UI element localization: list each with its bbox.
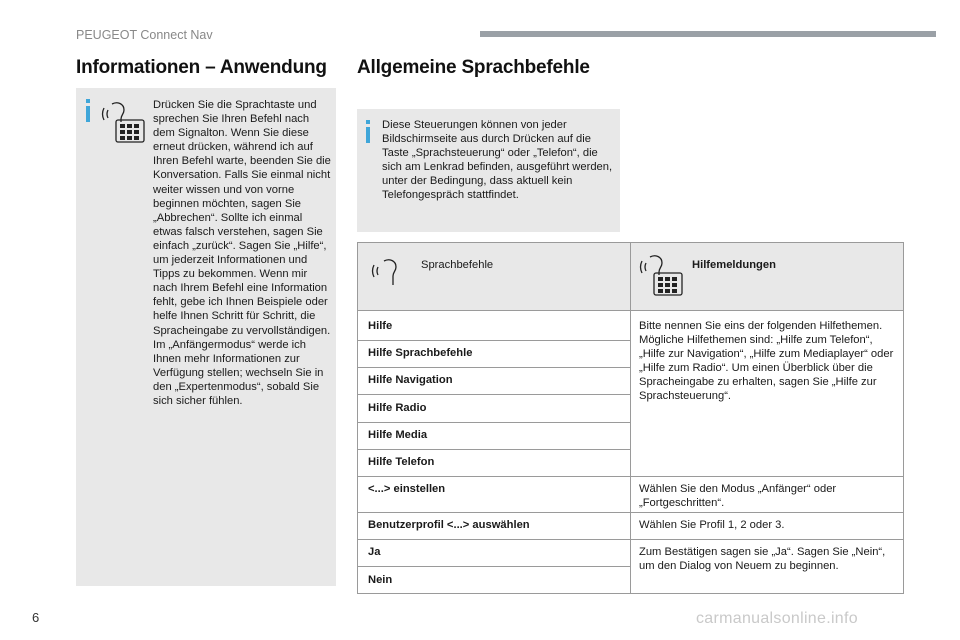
section-header: PEUGEOT Connect Nav [76,28,213,42]
general-commands-info-text: Diese Steuerungen können von jeder Bildschirmseite aus durch Drücken auf die Taste „Sprachsteuerung“ oder „Telefon“, die sich am Lenkrad befinden, ausgeführt werden, unter der Bedingung, dass aktuell kein Telefongespräch stattfindet. [382,119,613,202]
row-divider [358,394,630,395]
row-divider [358,476,903,477]
page-number: 6 [32,610,40,625]
command-cell: Hilfe Sprachbefehle [368,347,473,359]
response-cell: Bitte nennen Sie eins der folgenden Hilfethemen. Mögliche Hilfethemen sind: „Hilfe zum Telefon“, „Hilfe zur Navigation“, „Hilfe zum Mediaplayer“ oder „Hilfe zum Radio“. Um einen Überblick über die Spracheingabe zu erhalten, sagen Sie „Hilfe zur Sprachsteuerung“. [639,320,894,403]
row-divider [358,367,630,368]
row-divider [358,539,903,540]
command-cell: Hilfe Navigation [368,374,453,386]
row-divider [358,566,630,567]
left-section-title: Informationen – Anwendung [76,57,327,78]
watermark: carmanualsonline.info [696,610,858,627]
row-divider [358,512,903,513]
right-section-title: Allgemeine Sprachbefehle [357,57,590,78]
column-header-commands: Sprachbefehle [421,259,494,271]
keypad-icon [120,124,139,140]
row-divider [358,340,630,341]
column-header-help: Hilfemeldungen [692,259,776,271]
command-cell: Hilfe [368,320,393,332]
response-cell: Wählen Sie den Modus „Anfänger“ oder „Fortgeschritten“. [639,483,837,510]
command-cell: Ja [368,546,381,558]
usage-info-box [76,88,336,586]
response-cell: Wählen Sie Profil 1, 2 oder 3. [639,519,785,531]
command-cell: Hilfe Radio [368,402,427,414]
column-divider [630,243,631,593]
voice-command-icon [100,100,148,146]
response-cell: Zum Bestätigen sagen sie „Ja“. Sagen Sie „Nein“, um den Dialog von Neuem zu beginnen. [639,546,886,573]
general-commands-info-box [357,109,620,232]
command-cell: Nein [368,574,393,586]
command-cell: Hilfe Media [368,429,428,441]
info-icon [86,106,90,122]
row-divider [358,449,630,450]
info-icon [366,127,370,143]
command-cell: Hilfe Telefon [368,456,435,468]
usage-info-text: Drücken Sie die Sprachtaste und sprechen Sie Ihren Befehl nach dem Signalton. Wenn Sie diese erneut drücken, während ich auf Ihren Befehl warte, beenden Sie die Konversation. Falls Sie einmal nicht weiter wissen und von vorne beginnen möchten, sagen Sie „Abbrechen“. Sollte ich einmal etwas falsch verstehen, sagen Sie einfach „zurück“. Sagen Sie „Hilfe“, um jederzeit Informationen und Tipps zu bekommen. Wenn mir nach Ihrem Befehl eine Information fehlt, gebe ich Ihnen Beispiele oder helfe Ihnen Schritt für Schritt, die Spracheingabe zu vervollständigen. Im „Anfängermodus“ werde ich Ihnen mehr Informationen zur Verfügung stellen; wechseln Sie in den „Expertenmodus“, sobald Sie sich sicher fühlen. [153,99,331,407]
voice-command-icon [638,253,686,299]
keypad-icon [658,277,677,293]
command-cell: <...> einstellen [368,483,446,495]
voice-commands-table [357,242,904,594]
header-bar [480,31,936,37]
voice-command-icon [370,255,410,291]
command-cell: Benutzerprofil <...> auswählen [368,519,530,531]
row-divider [358,422,630,423]
